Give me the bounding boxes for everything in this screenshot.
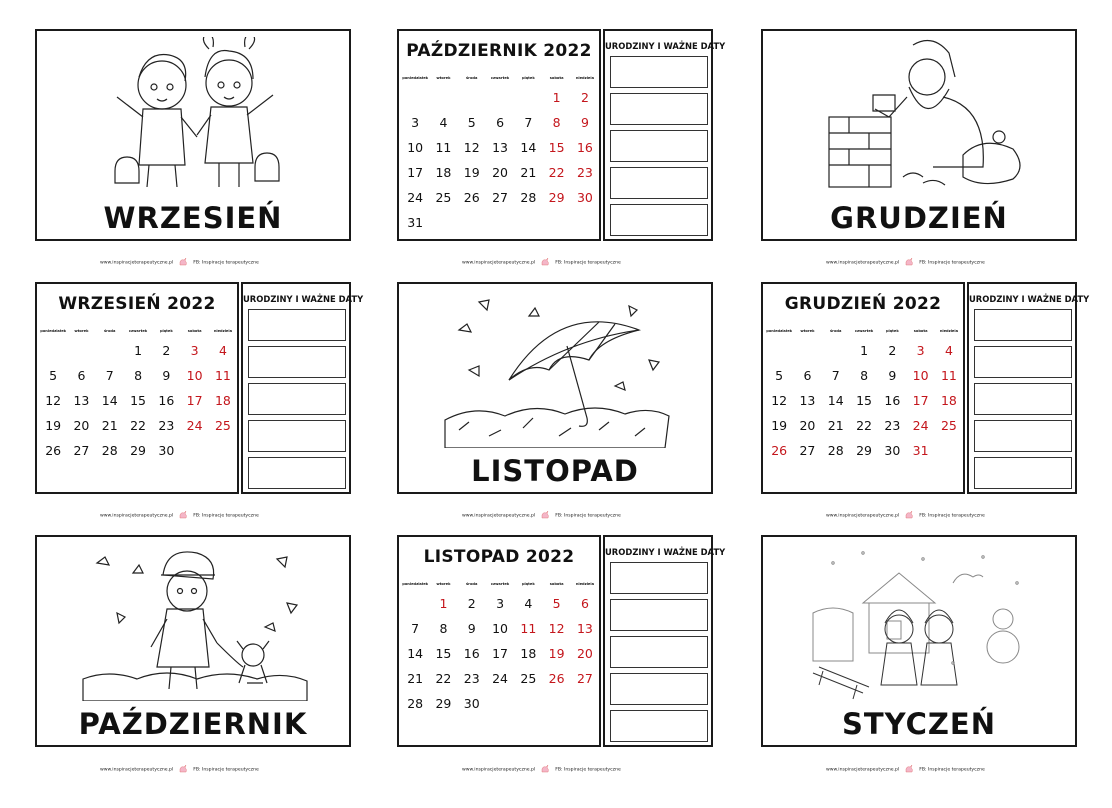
calendar-box	[397, 29, 601, 241]
day-cell: 4	[218, 343, 227, 358]
day-cell: 17	[407, 165, 424, 180]
calendar-panel-pazdziernik	[397, 29, 726, 241]
day-cell: 2	[888, 343, 897, 358]
day-cell: 10	[186, 368, 203, 383]
calendar-grid	[765, 324, 963, 463]
day-cell: 7	[831, 368, 840, 383]
day-cell: 24	[492, 671, 508, 686]
day-cell: 6	[580, 596, 589, 611]
day-empty	[514, 85, 542, 110]
notes-box	[967, 282, 1090, 494]
calendar-grid	[401, 71, 599, 235]
note-slot[interactable]	[248, 420, 346, 452]
day-cell: 20	[576, 646, 593, 661]
note-slot[interactable]	[248, 309, 346, 341]
day-cell: 22	[130, 418, 146, 433]
day-cell: 30	[884, 443, 901, 458]
footer-fb[interactable]: FB: Inspiracje terapeutyczne	[919, 767, 985, 773]
day-cell: 12	[771, 393, 788, 408]
day-cell: 4	[944, 343, 953, 358]
calendar-title: WRZESIEŃ 2022	[58, 294, 216, 314]
footer	[462, 765, 621, 773]
day-cell: 30	[158, 443, 175, 458]
day-cell: 1	[860, 343, 869, 358]
day-cell: 17	[912, 393, 929, 408]
day-cell: 12	[45, 393, 62, 408]
footer	[826, 765, 985, 773]
day-cell: 26	[45, 443, 62, 458]
day-cell: 6	[77, 368, 86, 383]
day-cell: 22	[856, 418, 872, 433]
footer-website[interactable]: www.inspiracjeterapeutyczne.pl	[100, 260, 174, 266]
unicorn-logo-icon	[541, 765, 550, 773]
day-cell: 19	[548, 646, 565, 661]
note-slot[interactable]	[610, 204, 708, 236]
month-title: STYCZEŃ	[841, 707, 997, 741]
school-children-illustration	[77, 37, 313, 195]
weekday-header: sobota	[187, 329, 202, 333]
day-cell: 2	[580, 90, 589, 105]
day-cell: 6	[496, 115, 505, 130]
day-cell: 18	[435, 165, 452, 180]
day-cell: 16	[158, 393, 175, 408]
day-cell: 5	[467, 115, 476, 130]
day-cell: 29	[548, 190, 565, 205]
day-cell: 21	[827, 418, 844, 433]
footer-website[interactable]: www.inspiracjeterapeutyczne.pl	[826, 767, 900, 773]
weekday-header: sobota	[549, 582, 564, 586]
unicorn-logo-icon	[179, 258, 188, 266]
footer-fb[interactable]: FB: Inspiracje terapeutyczne	[919, 260, 985, 266]
day-cell: 27	[799, 443, 816, 458]
day-cell: 1	[134, 343, 143, 358]
day-cell: 24	[186, 418, 203, 433]
day-cell: 26	[463, 190, 480, 205]
day-cell: 13	[73, 393, 90, 408]
day-cell: 3	[411, 115, 420, 130]
weekday-header: poniedziałek	[402, 76, 429, 80]
weekday-header: poniedziałek	[766, 329, 793, 333]
day-cell: 20	[73, 418, 90, 433]
weekday-header: niedziela	[575, 76, 595, 80]
day-cell: 7	[524, 115, 533, 130]
weekday-header: piątek	[521, 582, 535, 586]
day-cell: 26	[771, 443, 788, 458]
day-cell: 11	[435, 140, 452, 155]
day-cell: 30	[576, 190, 593, 205]
day-cell: 27	[73, 443, 90, 458]
note-slot[interactable]	[974, 309, 1072, 341]
footer-fb[interactable]: FB: Inspiracje terapeutyczne	[193, 767, 259, 773]
unicorn-logo-icon	[905, 258, 914, 266]
calendar-title: LISTOPAD 2022	[423, 547, 575, 567]
notes-box	[603, 535, 726, 747]
day-cell: 3	[190, 343, 199, 358]
day-cell: 22	[548, 165, 565, 180]
day-cell: 24	[407, 190, 424, 205]
calendar-box	[761, 282, 965, 494]
note-slot[interactable]	[610, 710, 708, 742]
day-cell: 23	[576, 165, 593, 180]
day-cell: 18	[520, 646, 537, 661]
footer-website[interactable]: www.inspiracjeterapeutyczne.pl	[826, 260, 900, 266]
day-cell: 27	[492, 190, 508, 205]
notes-title: URODZINY I WAŻNE DATY	[969, 294, 1090, 304]
day-cell: 10	[912, 368, 929, 383]
weekday-header: niedziela	[213, 329, 233, 333]
day-cell: 4	[439, 115, 448, 130]
note-slot[interactable]	[974, 457, 1072, 489]
notes-box	[603, 29, 726, 241]
day-cell: 8	[439, 621, 448, 636]
note-slot[interactable]	[610, 673, 708, 705]
weekday-header: czwartek	[128, 329, 148, 333]
day-cell: 24	[912, 418, 929, 433]
illustration-panel-listopad	[397, 282, 713, 494]
day-cell: 16	[463, 646, 480, 661]
note-slot[interactable]	[610, 599, 708, 631]
day-cell: 19	[463, 165, 480, 180]
note-slot[interactable]	[248, 383, 346, 415]
weekday-header: sobota	[913, 329, 928, 333]
month-title: WRZESIEŃ	[103, 201, 283, 235]
illustration-panel-styczen	[761, 535, 1077, 747]
day-cell: 11	[520, 621, 537, 636]
weekday-header: sobota	[549, 76, 564, 80]
footer	[100, 258, 259, 266]
day-cell: 28	[407, 696, 424, 711]
day-cell: 29	[435, 696, 452, 711]
unicorn-logo-icon	[541, 258, 550, 266]
day-empty	[486, 85, 514, 110]
winter-children-illustration	[803, 543, 1039, 701]
weekday-header: czwartek	[490, 76, 510, 80]
day-cell: 3	[916, 343, 925, 358]
note-slot[interactable]	[610, 130, 708, 162]
footer-website[interactable]: www.inspiracjeterapeutyczne.pl	[100, 767, 174, 773]
weekday-header: wtorek	[74, 329, 89, 333]
unicorn-logo-icon	[541, 511, 550, 519]
weekday-header: poniedziałek	[402, 582, 429, 586]
note-slot[interactable]	[248, 457, 346, 489]
day-cell: 23	[884, 418, 901, 433]
day-cell: 4	[524, 596, 533, 611]
footer	[462, 511, 621, 519]
day-cell: 9	[467, 621, 476, 636]
day-cell: 29	[856, 443, 872, 458]
weekday-header: czwartek	[490, 582, 510, 586]
note-slot[interactable]	[610, 562, 708, 594]
day-cell: 28	[827, 443, 844, 458]
day-cell: 26	[548, 671, 565, 686]
note-slot[interactable]	[974, 420, 1072, 452]
footer-website[interactable]: www.inspiracjeterapeutyczne.pl	[462, 260, 536, 266]
day-cell: 21	[101, 418, 118, 433]
weekday-header: czwartek	[854, 329, 874, 333]
day-cell: 19	[45, 418, 62, 433]
day-cell: 16	[884, 393, 901, 408]
calendar-grid	[39, 324, 237, 463]
day-cell: 14	[101, 393, 118, 408]
weekday-header: wtorek	[436, 582, 451, 586]
day-cell: 13	[492, 140, 508, 155]
note-slot[interactable]	[610, 636, 708, 668]
note-slot[interactable]	[974, 383, 1072, 415]
footer-website[interactable]: www.inspiracjeterapeutyczne.pl	[462, 767, 536, 773]
calendar-panel-grudzien	[761, 282, 1090, 494]
child-dog-leaves-illustration	[77, 543, 313, 701]
day-cell: 10	[492, 621, 508, 636]
day-cell: 25	[214, 418, 231, 433]
day-cell: 25	[940, 418, 957, 433]
weekday-header: piątek	[521, 76, 535, 80]
day-cell: 7	[105, 368, 114, 383]
note-slot[interactable]	[610, 93, 708, 125]
day-cell: 8	[860, 368, 869, 383]
day-cell: 14	[827, 393, 844, 408]
footer	[100, 765, 259, 773]
day-cell: 5	[49, 368, 58, 383]
illustration-panel-grudzien	[761, 29, 1077, 241]
day-cell: 19	[771, 418, 788, 433]
day-cell: 5	[775, 368, 784, 383]
day-cell: 7	[411, 621, 420, 636]
day-cell: 31	[407, 215, 424, 230]
day-cell: 12	[463, 140, 480, 155]
day-empty	[39, 338, 67, 363]
day-empty	[822, 338, 850, 363]
day-empty	[793, 338, 821, 363]
weekday-header: środa	[466, 582, 478, 586]
day-cell: 5	[552, 596, 561, 611]
footer	[826, 511, 985, 519]
footer-fb[interactable]: FB: Inspiracje terapeutyczne	[193, 513, 259, 519]
day-cell: 15	[435, 646, 452, 661]
day-empty	[401, 591, 429, 616]
day-cell: 20	[492, 165, 508, 180]
weekday-header: niedziela	[575, 582, 595, 586]
day-cell: 20	[799, 418, 816, 433]
footer-fb[interactable]: FB: Inspiracje terapeutyczne	[555, 767, 621, 773]
day-cell: 17	[186, 393, 203, 408]
unicorn-logo-icon	[905, 511, 914, 519]
day-cell: 12	[548, 621, 565, 636]
day-cell: 8	[552, 115, 561, 130]
day-cell: 3	[496, 596, 505, 611]
day-cell: 8	[134, 368, 143, 383]
calendar-box	[35, 282, 239, 494]
day-cell: 16	[576, 140, 593, 155]
illustration-panel-pazdziernik	[35, 535, 351, 747]
day-cell: 1	[439, 596, 448, 611]
calendar-panel-listopad	[397, 535, 726, 747]
day-cell: 30	[463, 696, 480, 711]
day-empty	[401, 85, 429, 110]
illustration-panel-wrzesien	[35, 29, 351, 241]
day-cell: 11	[214, 368, 231, 383]
day-cell: 27	[576, 671, 593, 686]
footer	[462, 258, 621, 266]
day-cell: 9	[888, 368, 897, 383]
day-empty	[458, 85, 486, 110]
day-cell: 22	[435, 671, 452, 686]
footer-fb[interactable]: FB: Inspiracje terapeutyczne	[193, 260, 259, 266]
day-cell: 2	[467, 596, 476, 611]
day-cell: 21	[520, 165, 537, 180]
day-cell: 31	[912, 443, 929, 458]
footer-fb[interactable]: FB: Inspiracje terapeutyczne	[555, 260, 621, 266]
day-empty	[67, 338, 95, 363]
notes-title: URODZINY I WAŻNE DATY	[605, 41, 726, 51]
day-cell: 13	[576, 621, 593, 636]
footer-website[interactable]: www.inspiracjeterapeutyczne.pl	[100, 513, 174, 519]
calendar-title: GRUDZIEŃ 2022	[784, 294, 942, 314]
weekday-header: środa	[466, 76, 478, 80]
day-cell: 14	[407, 646, 424, 661]
footer	[100, 511, 259, 519]
weekday-header: piątek	[159, 329, 173, 333]
day-cell: 17	[492, 646, 508, 661]
footer-website[interactable]: www.inspiracjeterapeutyczne.pl	[462, 513, 536, 519]
notes-box	[241, 282, 364, 494]
weekday-header: wtorek	[800, 329, 815, 333]
footer-fb[interactable]: FB: Inspiracje terapeutyczne	[919, 513, 985, 519]
footer	[826, 258, 985, 266]
day-cell: 10	[407, 140, 424, 155]
day-cell: 28	[520, 190, 537, 205]
month-title: LISTOPAD	[471, 454, 639, 488]
unicorn-logo-icon	[179, 511, 188, 519]
day-cell: 14	[520, 140, 537, 155]
note-slot[interactable]	[610, 56, 708, 88]
weekday-header: niedziela	[939, 329, 959, 333]
notes-title: URODZINY I WAŻNE DATY	[605, 547, 726, 557]
day-cell: 15	[130, 393, 146, 408]
calendar-panel-wrzesien	[35, 282, 364, 494]
day-cell: 23	[158, 418, 175, 433]
day-empty	[429, 85, 457, 110]
day-cell: 1	[552, 90, 561, 105]
calendar-title: PAŹDZIERNIK 2022	[406, 41, 592, 61]
day-cell: 11	[940, 368, 957, 383]
santa-chimney-illustration	[803, 37, 1039, 195]
day-cell: 25	[520, 671, 537, 686]
day-empty	[765, 338, 793, 363]
weekday-header: wtorek	[436, 76, 451, 80]
day-cell: 6	[803, 368, 812, 383]
footer-fb[interactable]: FB: Inspiracje terapeutyczne	[555, 513, 621, 519]
unicorn-logo-icon	[179, 765, 188, 773]
month-title: GRUDZIEŃ	[830, 201, 1008, 235]
day-cell: 9	[162, 368, 171, 383]
weekday-header: środa	[104, 329, 116, 333]
day-cell: 18	[214, 393, 231, 408]
footer-website[interactable]: www.inspiracjeterapeutyczne.pl	[826, 513, 900, 519]
day-cell: 15	[856, 393, 872, 408]
weekday-header: środa	[830, 329, 842, 333]
day-cell: 25	[435, 190, 452, 205]
umbrella-leaves-illustration	[439, 290, 675, 448]
calendar-grid	[401, 577, 599, 716]
day-cell: 21	[407, 671, 424, 686]
day-cell: 2	[162, 343, 171, 358]
day-cell: 28	[101, 443, 118, 458]
calendar-box	[397, 535, 601, 747]
day-cell: 29	[130, 443, 146, 458]
note-slot[interactable]	[610, 167, 708, 199]
notes-title: URODZINY I WAŻNE DATY	[243, 294, 364, 304]
day-cell: 15	[548, 140, 565, 155]
unicorn-logo-icon	[905, 765, 914, 773]
day-cell: 13	[799, 393, 816, 408]
month-title: PAŹDZIERNIK	[78, 707, 308, 741]
weekday-header: poniedziałek	[40, 329, 67, 333]
weekday-header: piątek	[885, 329, 899, 333]
note-slot[interactable]	[974, 346, 1072, 378]
day-cell: 23	[463, 671, 480, 686]
day-empty	[96, 338, 124, 363]
note-slot[interactable]	[248, 346, 346, 378]
day-cell: 18	[940, 393, 957, 408]
day-cell: 9	[580, 115, 589, 130]
